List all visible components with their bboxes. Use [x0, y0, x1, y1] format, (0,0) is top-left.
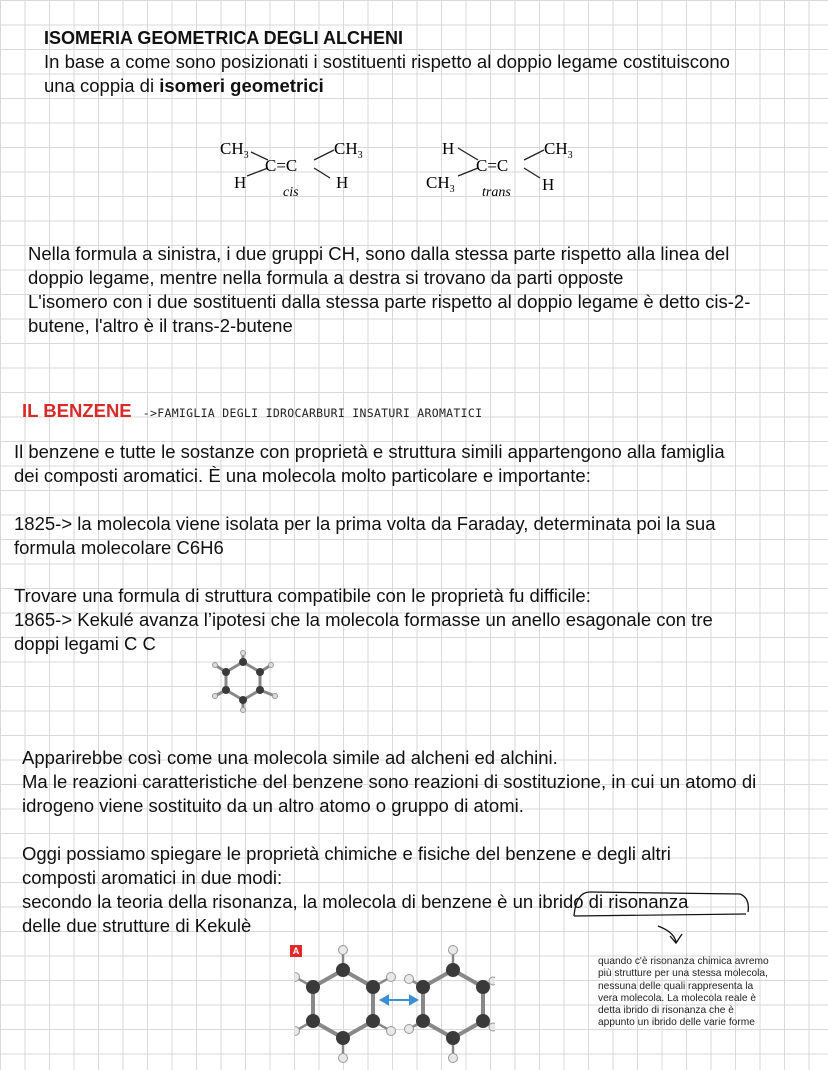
benzene-p3-line-2: 1865-> Kekulé avanza l’ipotesi che la molecola formasse un anello esagonale con tre — [14, 609, 713, 630]
resonance-hybrid-term: ibrido di risonanza — [538, 891, 689, 912]
benzene-p5-line-1: Oggi possiamo spiegare le proprietà chimiche e fisiche del benzene e degli altri — [22, 843, 671, 864]
intro-bold-term: isomeri geometrici — [159, 75, 324, 96]
note-line-4: vera molecola. La molecola reale è — [598, 992, 756, 1004]
isomer-expl-line-2: doppio legame, mentre nella formula a destra si trovano da parti opposte — [28, 267, 624, 288]
resonance-side-note — [598, 956, 813, 1030]
cis-center: C=C — [265, 156, 298, 175]
resonance-structures-image — [295, 940, 495, 1065]
note-line-5: detta ibrido di risonanza che è — [598, 1005, 734, 1017]
benzene-p5-line-4: delle due strutture di Kekulè — [22, 915, 252, 936]
benzene-p2-line-2: formula molecolare C6H6 — [14, 537, 224, 558]
isomer-expl-line-3: L'isomero con i due sostituenti dalla stessa parte rispetto al doppio legame è detto cis-2- — [28, 291, 751, 312]
trans-top-left: H — [442, 139, 455, 158]
section-title-isomeria: ISOMERIA GEOMETRICA DEGLI ALCHENI — [44, 28, 404, 48]
trans-label: trans — [482, 185, 511, 200]
cis-top-right: $CH_3$ — [334, 139, 363, 161]
benzene-heading — [22, 399, 482, 425]
cis-isomer — [220, 139, 363, 200]
note-line-3: nessuna delle quali rappresenta la — [598, 980, 754, 992]
benzene-p4 — [22, 746, 756, 818]
benzene-p4-line-1: Apparirebbe così come una molecola simile ad alcheni ed alchini. — [22, 747, 558, 768]
benzene-p1 — [14, 440, 725, 488]
benzene-p1-line-2: dei composti aromatici. È una molecola molto particolare e importante: — [14, 465, 591, 486]
note-line-2: più strutture per una stessa molecola, — [598, 968, 768, 980]
isomer-explanation — [28, 242, 750, 338]
cis-bottom-right: H — [336, 173, 349, 192]
benzene-p4-line-3: idrogeno viene sostituito da un altro atomo o gruppo di atomi. — [22, 795, 524, 816]
benzene-p2 — [14, 512, 716, 560]
intro-line-2 — [44, 74, 730, 98]
isomer-formulas — [210, 130, 600, 210]
benzene-p4-line-2: Ma le reazioni caratteristiche del benzene sono reazioni di sostituzione, in cui un atomo di — [22, 771, 757, 792]
isomer-expl-line-4: butene, l'altro è il trans-2-butene — [28, 315, 293, 336]
intro-line-2-text: una coppia di — [44, 75, 160, 96]
benzene-p2-line-1: 1825-> la molecola viene isolata per la prima volta da Faraday, determinata poi la sua — [14, 513, 716, 534]
trans-top-right: $CH_3$ — [544, 139, 573, 161]
benzene-p3-line-3: doppi legami C C — [14, 633, 156, 654]
trans-isomer — [426, 139, 573, 200]
intro-line-1: In base a come sono posizionati i sostituenti rispetto al doppio legame costituiscono — [44, 51, 730, 72]
cis-label: cis — [283, 185, 299, 200]
benzene-p5-line-2: composti aromatici in due modi: — [22, 867, 283, 888]
handwritten-underline-arrow — [570, 888, 760, 948]
intro-paragraph — [44, 50, 730, 98]
benzene-p3 — [14, 584, 713, 656]
benzene-p3-line-1: Trovare una formula di struttura compatibile con le proprietà fu difficile: — [14, 585, 591, 606]
trans-center: C=C — [476, 156, 509, 175]
resonance-arrow — [381, 996, 417, 1004]
figure-badge: A — [290, 945, 302, 957]
note-line-6: appunto un ibrido delle varie forme — [598, 1017, 755, 1029]
kekule-structure-2 — [405, 946, 496, 1063]
cis-top-left: $CH_3$ — [220, 139, 249, 161]
kekule-molecule-image — [205, 650, 285, 714]
trans-bottom-right: H — [542, 175, 555, 194]
benzene-p5-line-3-text: secondo la teoria della risonanza, la molecola di benzene è un — [22, 891, 539, 912]
section-title-benzene: IL BENZENE — [22, 400, 132, 421]
benzene-p1-line-1: Il benzene e tutte le sostanze con proprietà e struttura simili appartengono alla famiglia — [14, 441, 725, 462]
note-line-1: quando c'è risonanza chimica avremo — [598, 956, 769, 967]
cis-bottom-left: H — [234, 173, 247, 192]
handwritten-note: ->FAMIGLIA DEGLI IDROCARBURI INSATURI AROMATICI — [142, 406, 483, 420]
isomer-expl-line-1: Nella formula a sinistra, i due gruppi CH, sono dalla stessa parte rispetto alla linea del — [28, 243, 730, 264]
kekule-structure-1 — [295, 946, 396, 1063]
trans-bottom-left: $CH_3$ — [426, 173, 455, 195]
